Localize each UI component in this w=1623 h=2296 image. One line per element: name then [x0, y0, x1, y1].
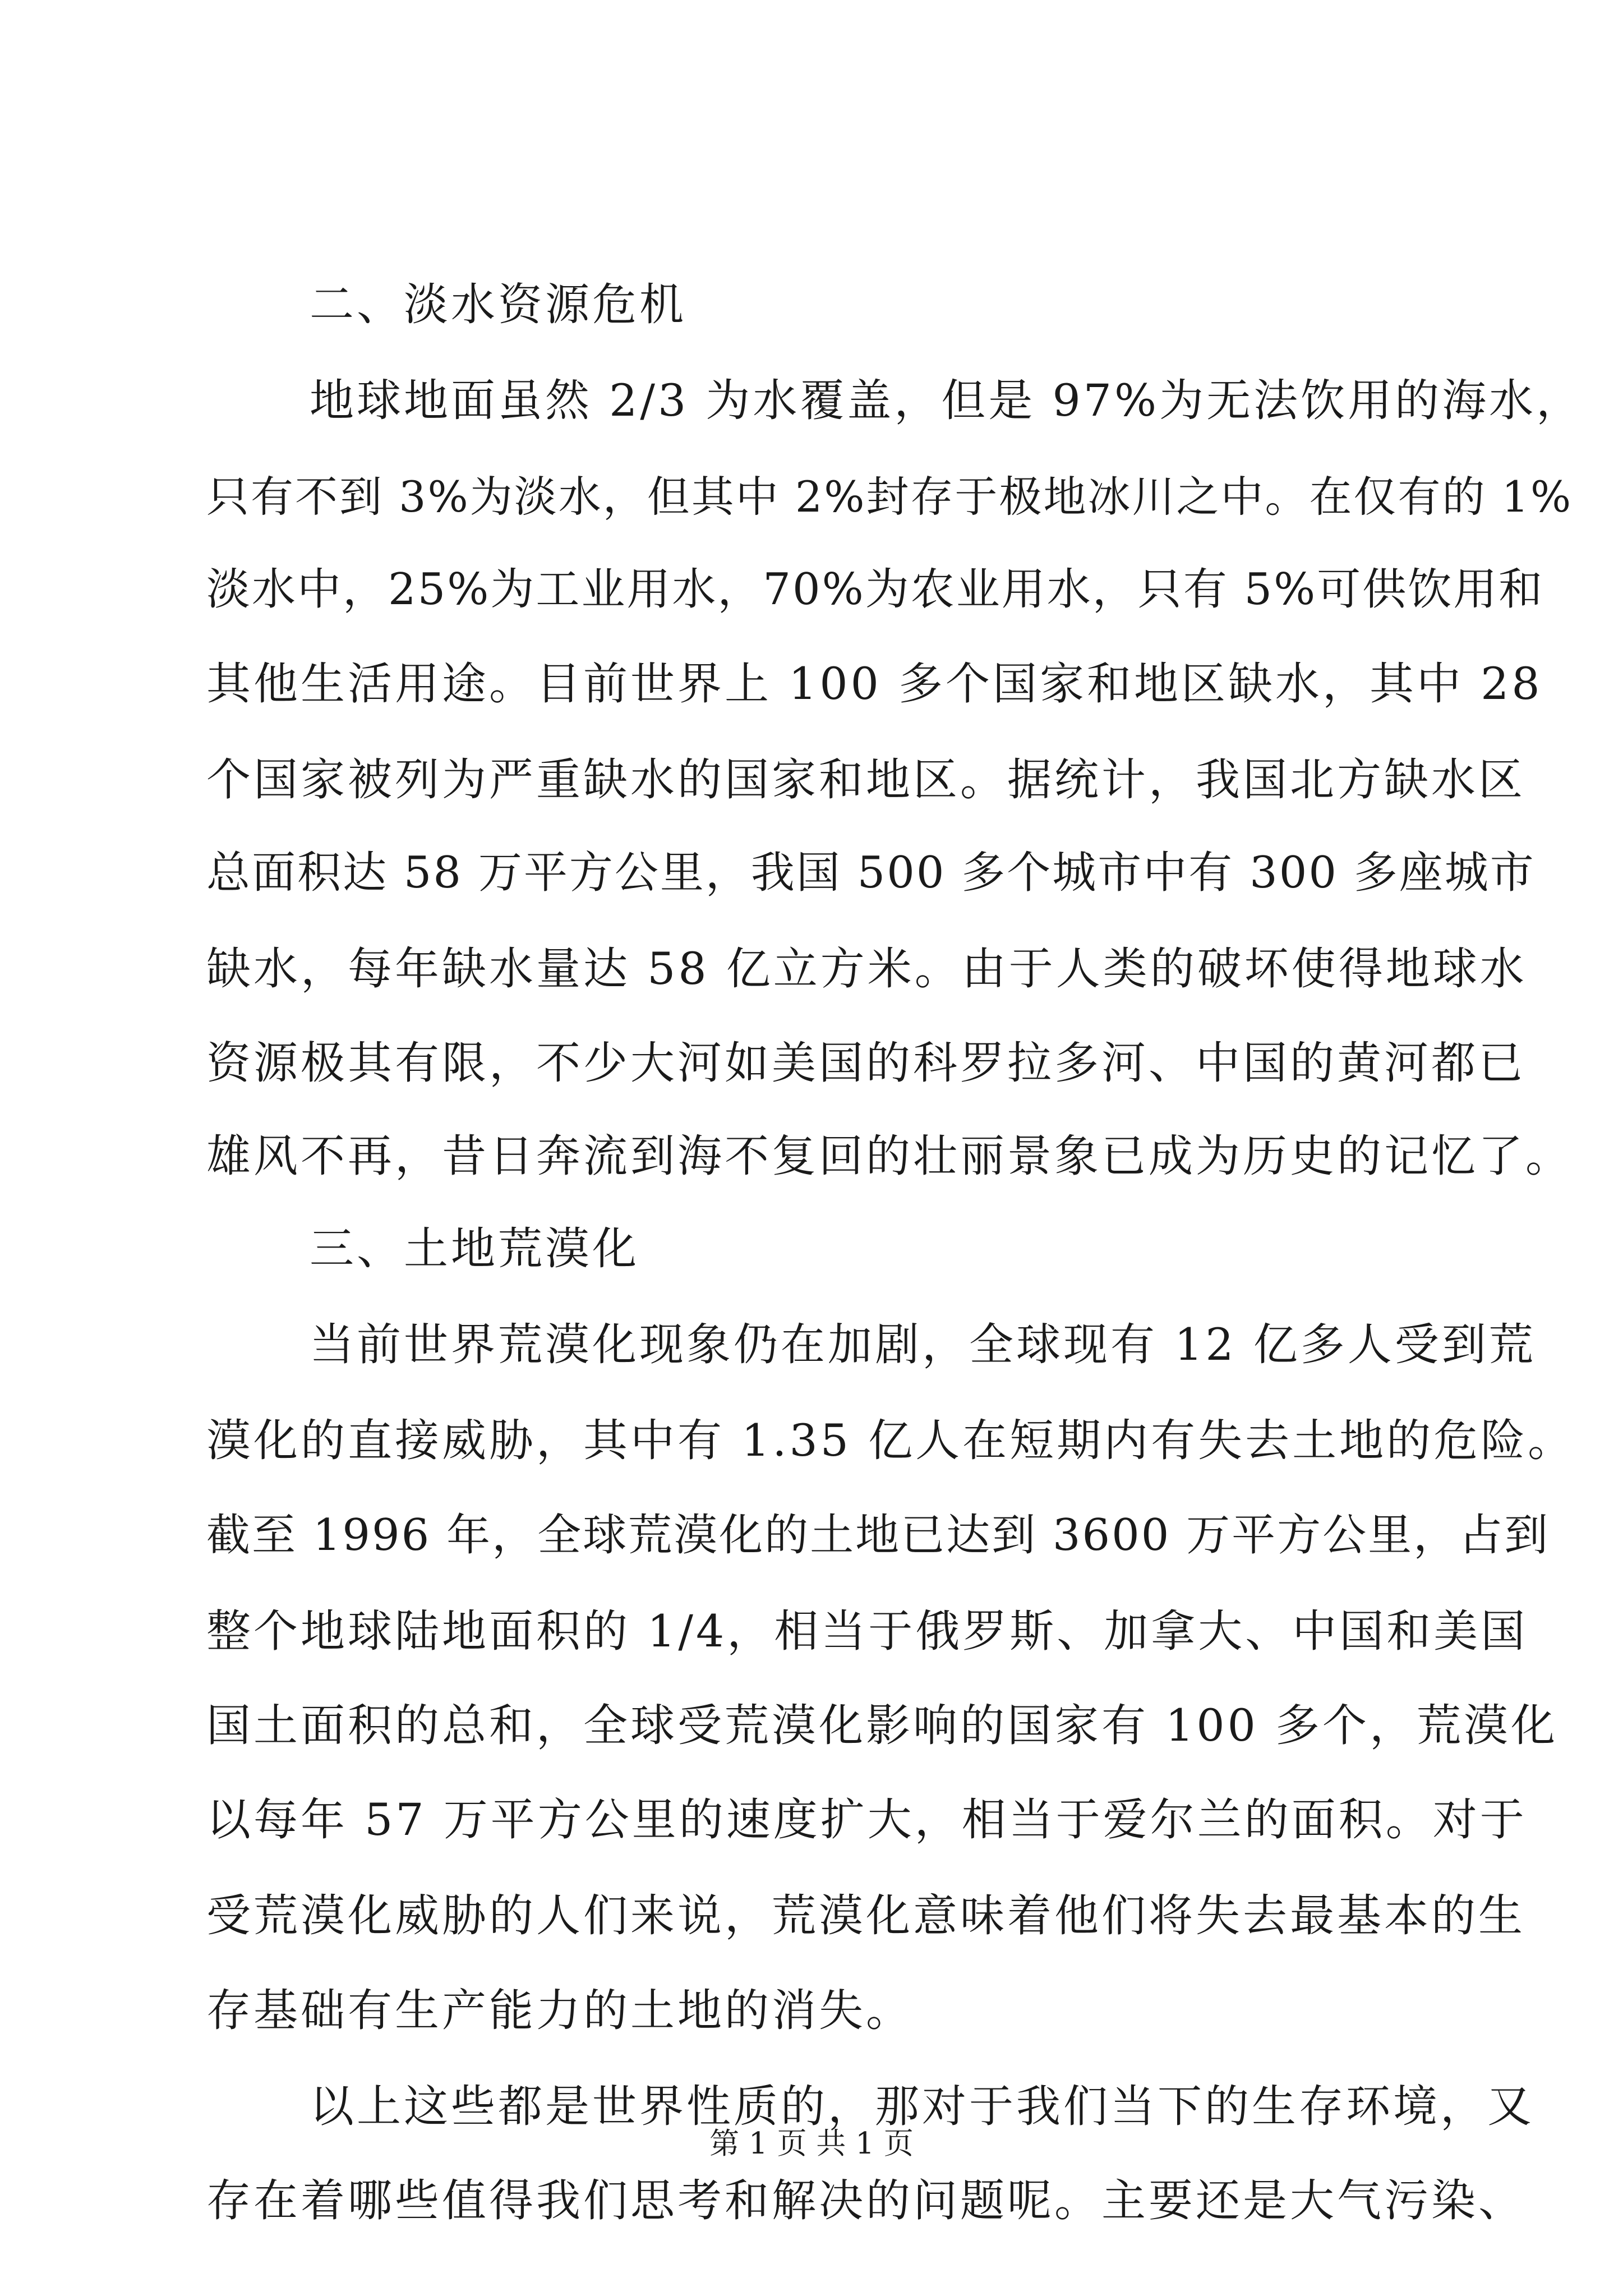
- paragraph-line: 总面积达 58 万平方公里，我国 500 多个城市中有 300 多座城市: [206, 848, 1536, 898]
- paragraph-line: 存基础有生产能力的土地的消失。: [206, 1985, 913, 2036]
- paragraph-line: 资源极其有限，不少大河如美国的科罗拉多河、中国的黄河都已: [206, 1037, 1525, 1089]
- page-footer: 第 1 页 共 1 页: [709, 2127, 914, 2161]
- paragraph-line: 以上这些都是世界性质的，那对于我们当下的生存环境，又: [310, 2081, 1534, 2132]
- paragraph-line: 个国家被列为严重缺水的国家和地区。据统计，我国北方缺水区: [206, 754, 1525, 806]
- paragraph-line: 当前世界荒漠化现象仍在加剧，全球现有 12 亿多人受到荒: [310, 1319, 1536, 1370]
- paragraph-line: 只有不到 3%为淡水，但其中 2%封存于极地冰川之中。在仅有的 1%: [206, 472, 1573, 522]
- section-heading: 三、土地荒漠化: [310, 1223, 639, 1274]
- paragraph-line: 淡水中，25%为工业用水，70%为农业用水，只有 5%可供饮用和: [206, 564, 1544, 615]
- paragraph-line: 国土面积的总和，全球受荒漠化影响的国家有 100 多个，荒漠化: [206, 1700, 1559, 1751]
- paragraph-line: 整个地球陆地面积的 1/4，相当于俄罗斯、加拿大、中国和美国: [206, 1605, 1528, 1657]
- paragraph-line: 漠化的直接威胁，其中有 1.35 亿人在短期内有失去土地的危险。: [206, 1415, 1575, 1466]
- paragraph-line: 截至 1996 年，全球荒漠化的土地已达到 3600 万平方公里，占到: [206, 1510, 1550, 1561]
- section-heading: 二、淡水资源危机: [310, 279, 686, 330]
- paragraph-line: 其他生活用途。目前世界上 100 多个国家和地区缺水，其中 28: [206, 658, 1543, 710]
- paragraph-line: 地球地面虽然 2/3 为水覆盖，但是 97%为无法饮用的海水，: [310, 375, 1584, 426]
- paragraph-line: 存在着哪些值得我们思考和解决的问题呢。主要还是大气污染、: [206, 2175, 1525, 2226]
- paragraph-line: 受荒漠化威胁的人们来说，荒漠化意味着他们将失去最基本的生: [206, 1890, 1525, 1941]
- paragraph-line: 以每年 57 万平方公里的速度扩大，相当于爱尔兰的面积。对于: [206, 1794, 1527, 1846]
- paragraph-line: 缺水，每年缺水量达 58 亿立方米。由于人类的破坏使得地球水: [206, 943, 1527, 995]
- paragraph-line: 雄风不再，昔日奔流到海不复回的壮丽景象已成为历史的记忆了。: [206, 1130, 1573, 1182]
